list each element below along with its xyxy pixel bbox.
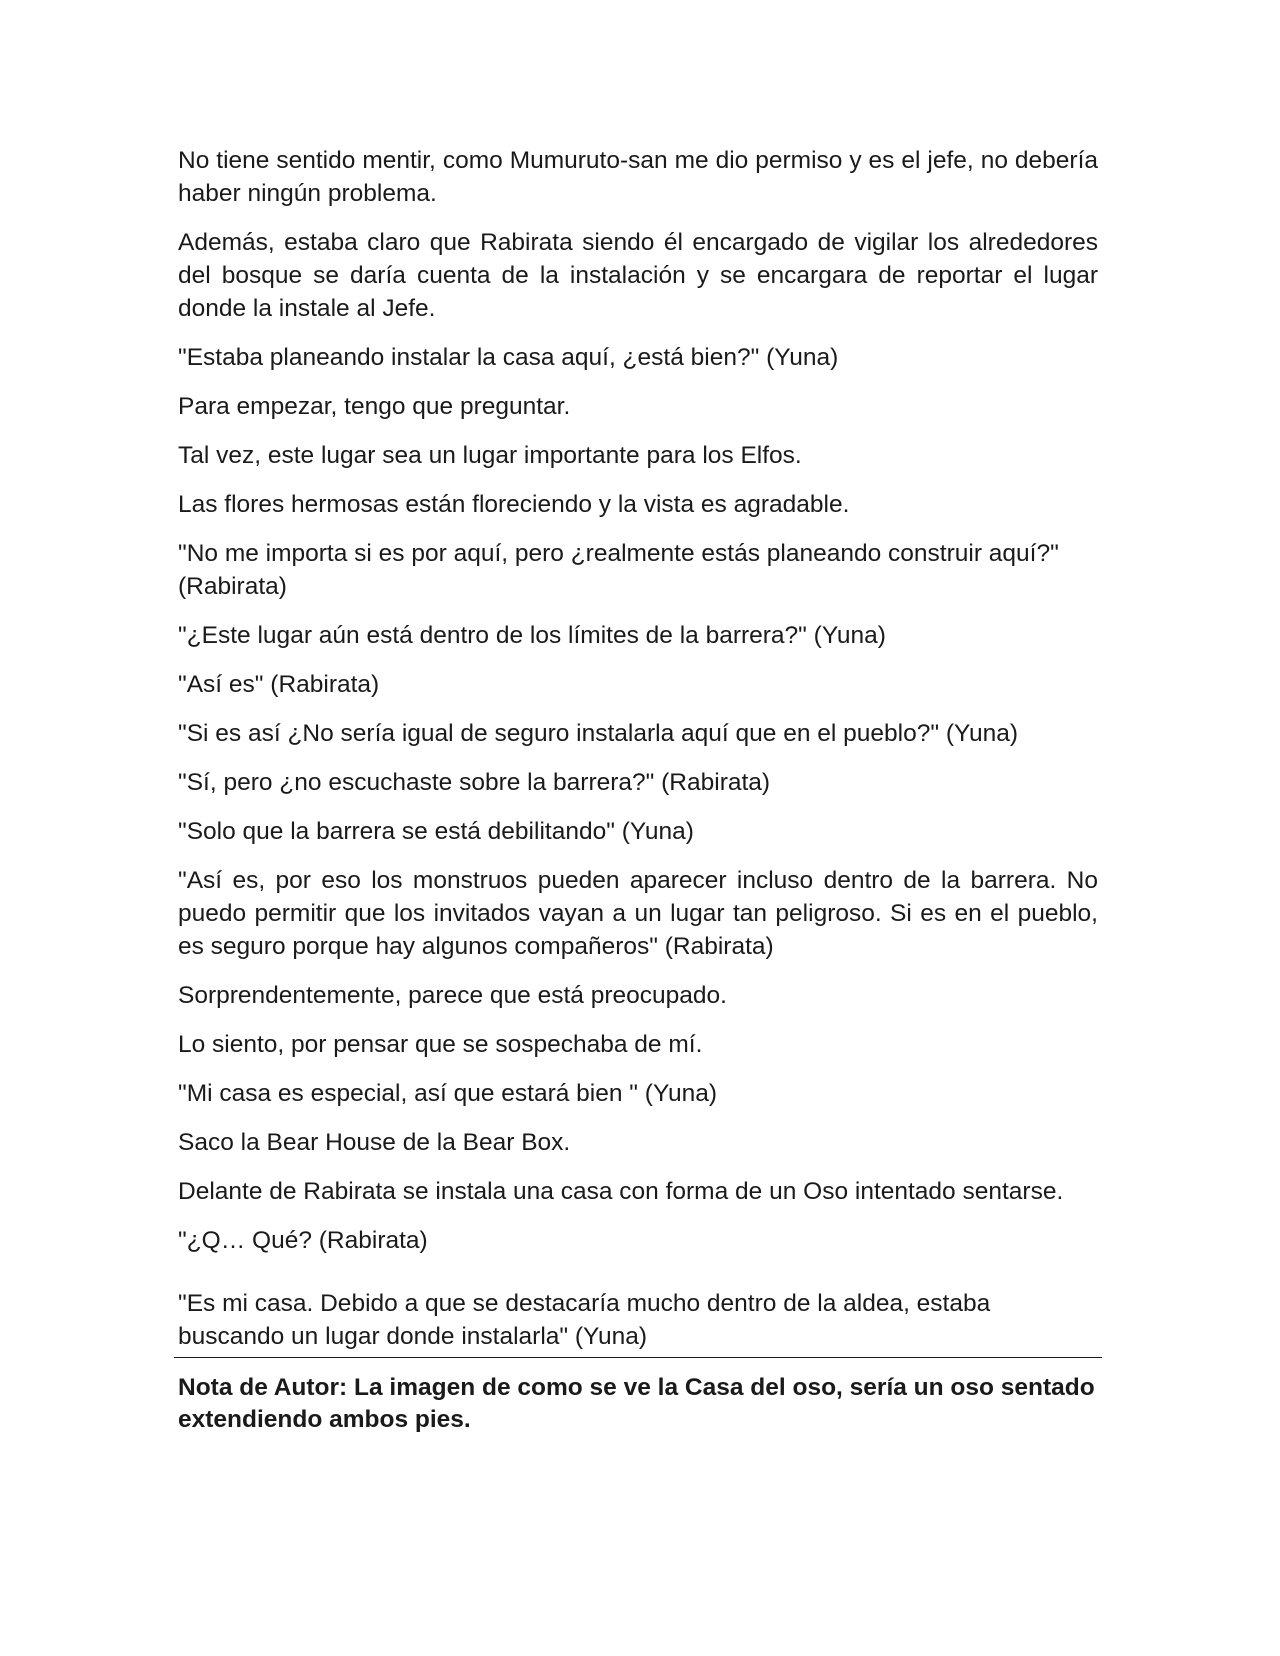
paragraph-11: "Sí, pero ¿no escuchaste sobre la barrera?" (Rabirata) — [178, 769, 771, 796]
paragraph-20: "Es mi casa. Debido a que se destacaría mucho dentro de la aldea, estaba buscando un lugar donde instalarla" (Yuna) — [178, 1290, 991, 1350]
paragraph-7: "No me importa si es por aquí, pero ¿realmente estás planeando construir aquí?" (Rabirata) — [178, 540, 1059, 600]
paragraph-19: "¿Q… Qué? (Rabirata) — [178, 1227, 428, 1254]
paragraph-17: Saco la Bear House de la Bear Box. — [178, 1129, 571, 1156]
paragraph-18: Delante de Rabirata se instala una casa con forma de un Oso intentado sentarse. — [178, 1178, 1064, 1205]
paragraph-3: "Estaba planeando instalar la casa aquí, ¿está bien?" (Yuna) — [178, 344, 839, 371]
paragraph-12: "Solo que la barrera se está debilitando" (Yuna) — [178, 818, 694, 845]
paragraph-2: Además, estaba claro que Rabirata siendo él encargado de vigilar los alrededores del bosque se daría cuenta de la instalación y se encargara de reportar el lugar donde la instale al Jefe. — [178, 229, 1098, 322]
paragraph-4: Para empezar, tengo que preguntar. — [178, 393, 571, 420]
paragraph-6: Las flores hermosas están floreciendo y la vista es agradable. — [178, 491, 850, 518]
paragraph-5: Tal vez, este lugar sea un lugar importante para los Elfos. — [178, 442, 802, 469]
paragraph-9: "Así es" (Rabirata) — [178, 671, 380, 698]
paragraph-15: Lo siento, por pensar que se sospechaba de mí. — [178, 1031, 703, 1058]
horizontal-rule — [174, 1357, 1102, 1358]
paragraph-8: "¿Este lugar aún está dentro de los límites de la barrera?" (Yuna) — [178, 622, 886, 649]
author-note: Nota de Autor: La imagen de como se ve la Casa del oso, sería un oso sentado extendiendo ambos pies. — [178, 1374, 1095, 1433]
paragraph-1: No tiene sentido mentir, como Mumuruto-san me dio permiso y es el jefe, no debería haber ningún problema. — [178, 147, 1098, 207]
paragraph-13: "Así es, por eso los monstruos pueden aparecer incluso dentro de la barrera. No puedo permitir que los invitados vayan a un lugar tan peligroso. Si es en el pueblo, es seguro porque hay algunos compañeros" (Rabirata) — [178, 867, 1098, 960]
paragraph-10: "Si es así ¿No sería igual de seguro instalarla aquí que en el pueblo?" (Yuna) — [178, 720, 1019, 747]
document-body — [178, 144, 1098, 1436]
paragraph-16: "Mi casa es especial, así que estará bien " (Yuna) — [178, 1080, 717, 1107]
paragraph-14: Sorprendentemente, parece que está preocupado. — [178, 982, 727, 1009]
